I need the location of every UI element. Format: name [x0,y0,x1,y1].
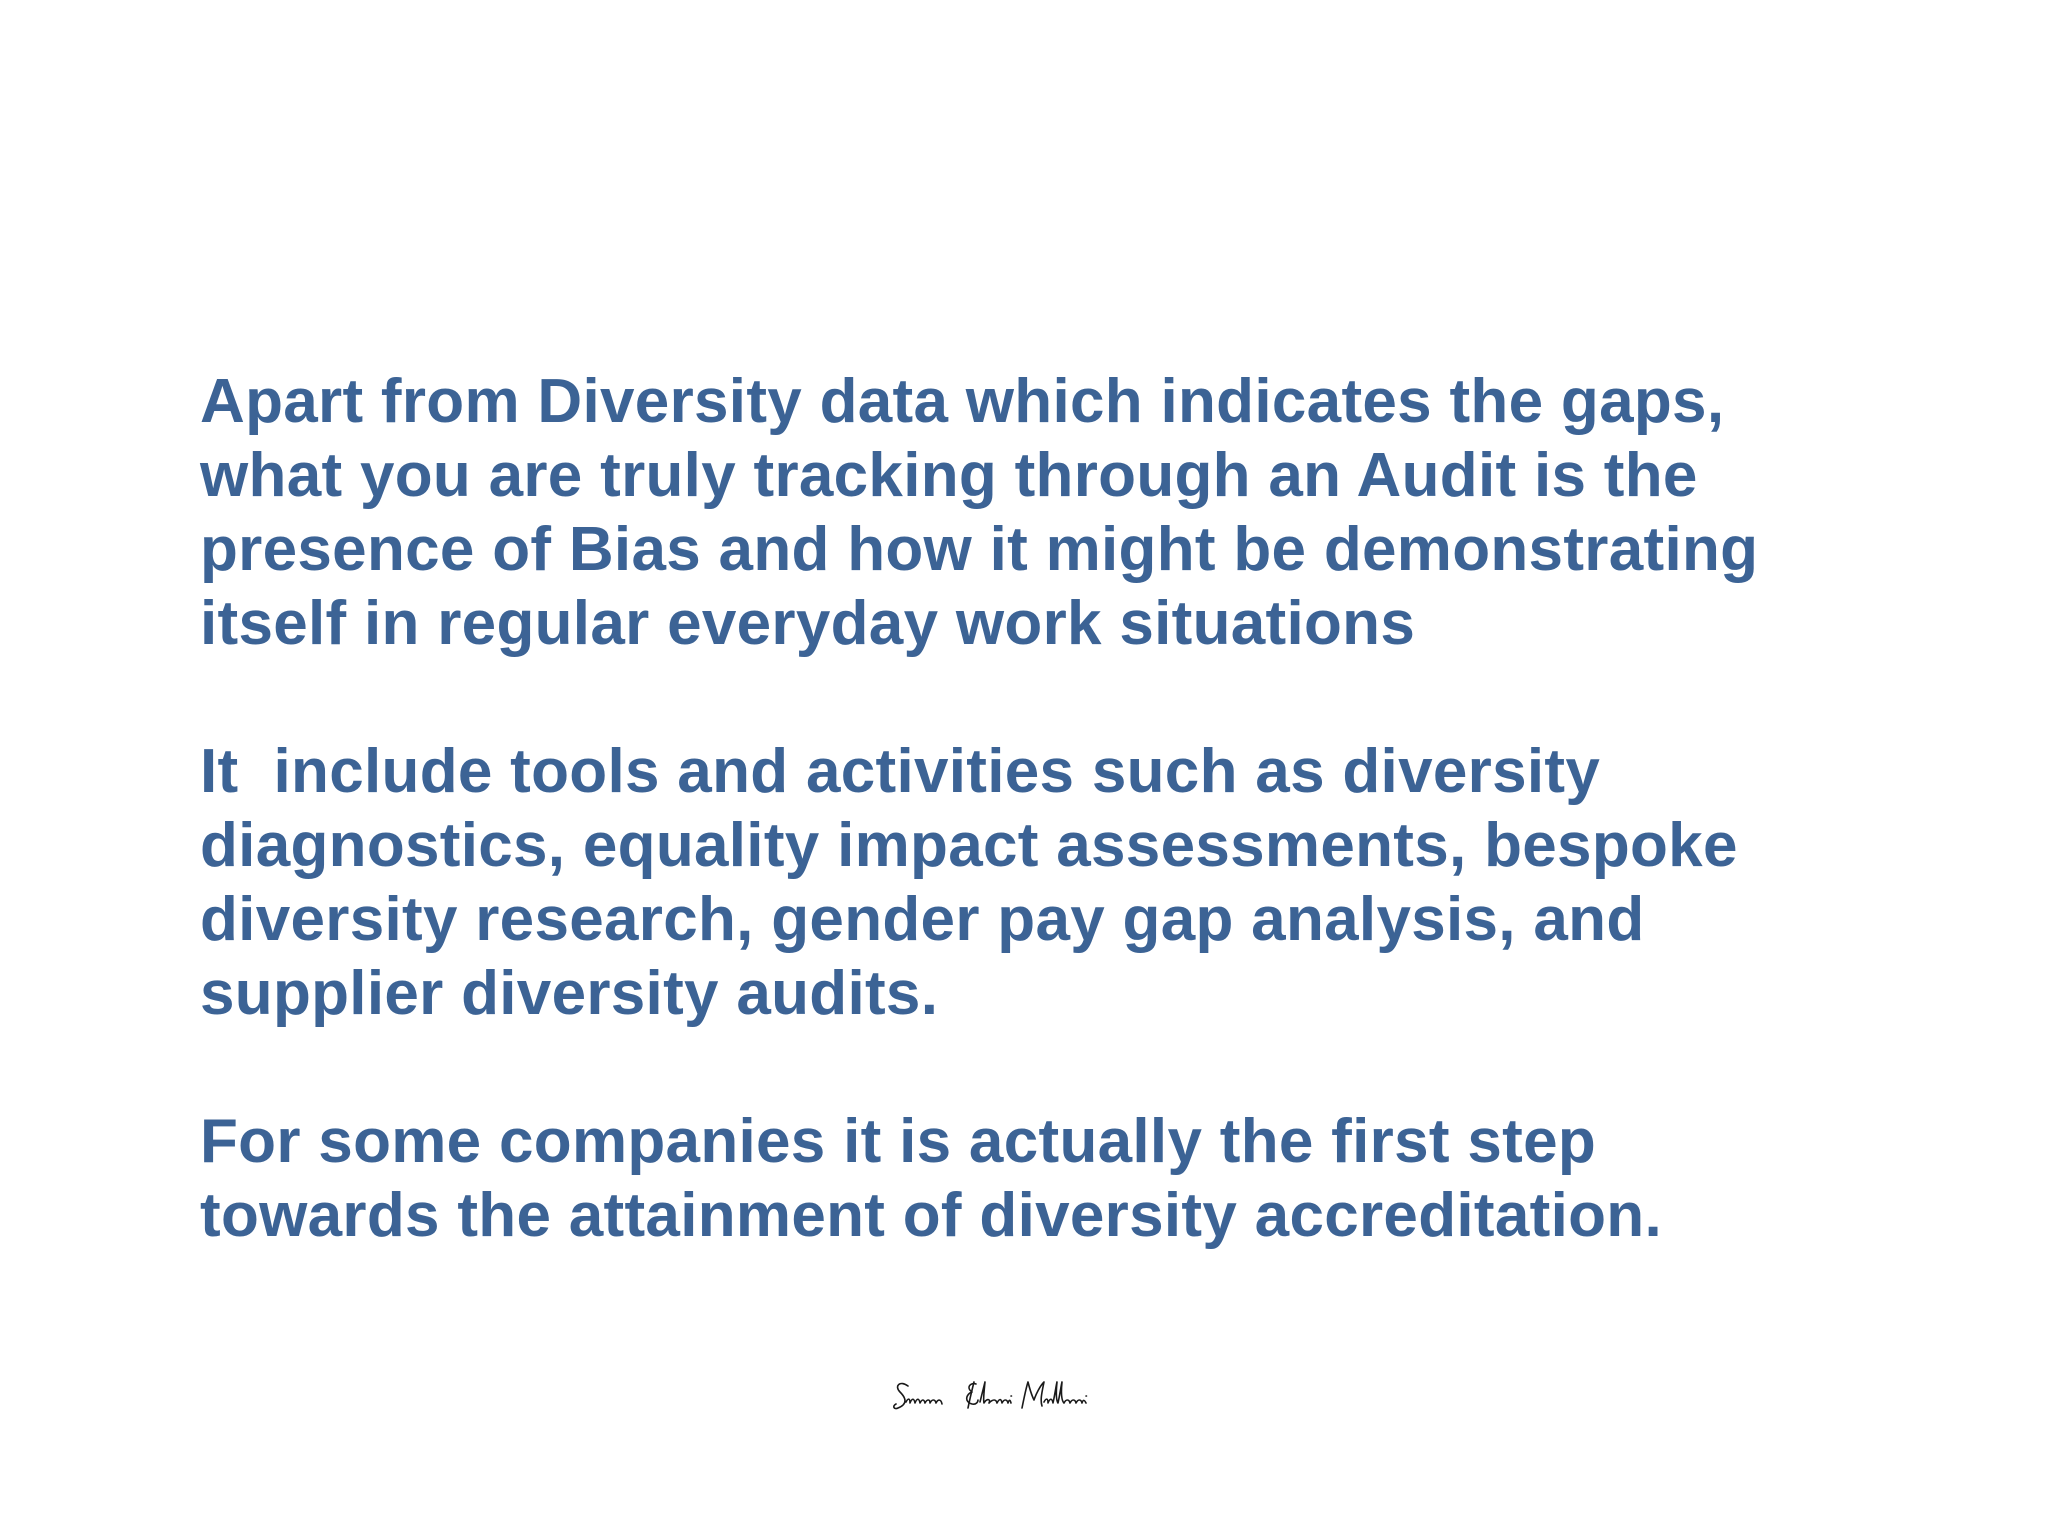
paragraph-line: what you are truly tracking through an Audit is the [200,441,1698,510]
paragraph-line: For some companies it is actually the first step [200,1107,1597,1176]
paragraph-line: diagnostics, equality impact assessments, bespoke [200,811,1738,880]
paragraph-line: supplier diversity audits. [200,959,939,1028]
slide-body [200,365,1920,1253]
paragraph-line: presence of Bias and how it might be demonstrating [200,515,1759,584]
paragraph-tools-activities [200,735,1920,1031]
paragraph-line: It include tools and activities such as diversity [200,737,1601,806]
signature-image [890,1372,1120,1422]
paragraph-line: itself in regular everyday work situations [200,589,1416,658]
paragraph-bias-audit [200,365,1920,661]
paragraph-line: diversity research, gender pay gap analysis, and [200,885,1645,954]
paragraph-accreditation [200,1105,1920,1253]
paragraph-line: Apart from Diversity data which indicates the gaps, [200,367,1725,436]
paragraph-line: towards the attainment of diversity accreditation. [200,1181,1662,1250]
